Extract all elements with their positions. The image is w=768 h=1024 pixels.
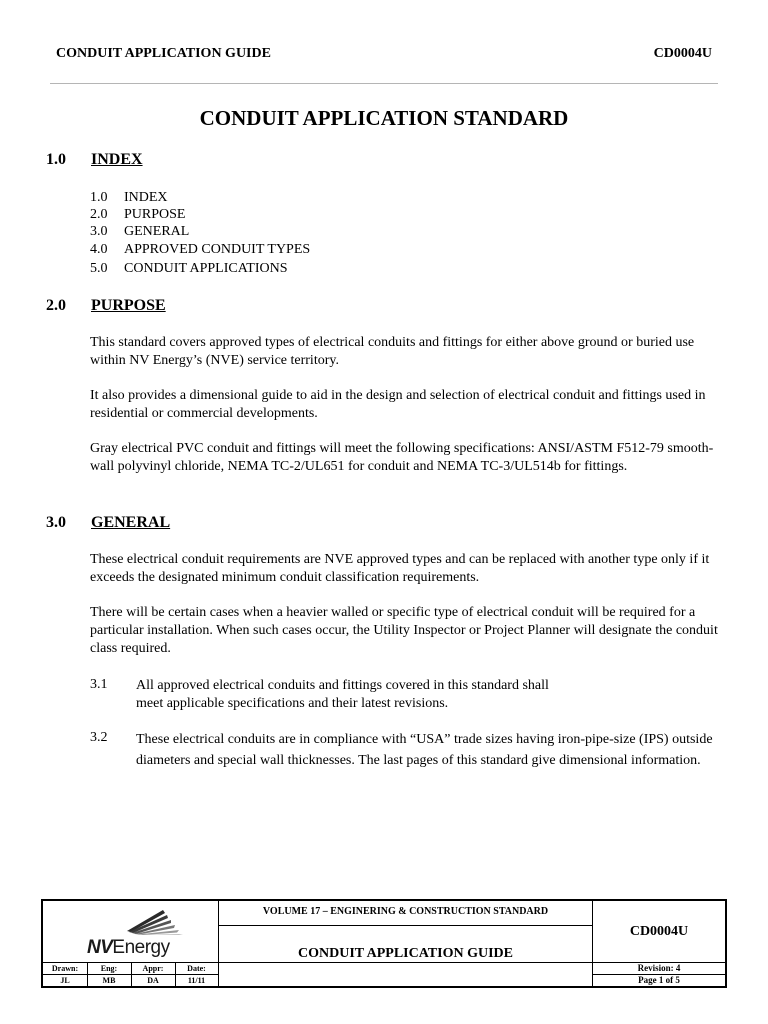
index-item-label: CONDUIT APPLICATIONS <box>124 261 288 276</box>
index-item-label: GENERAL <box>124 224 190 239</box>
header-doc-title: CONDUIT APPLICATION GUIDE <box>56 46 271 61</box>
logo-text-rest: Energy <box>112 937 170 958</box>
index-item-label: PURPOSE <box>124 207 186 222</box>
subsection-text <box>136 677 736 713</box>
section-index-title: INDEX <box>91 151 143 168</box>
eng-value: MB <box>102 976 116 985</box>
subsection-text-line: All approved electrical conduits and fittings covered in this standard shall <box>136 678 549 693</box>
purpose-paragraph: This standard covers approved types of electrical conduits and fittings for either above ground or buried use within NV Energy’s (NVE) service territory. <box>90 335 695 368</box>
general-paragraph: There will be certain cases when a heavier walled or specific type of electrical conduit will be required for a particular installation. When such cases occur, the Utility Inspector or Project Planner will designate the conduit class required. <box>90 605 718 656</box>
revision-label: Revision: 4 <box>637 963 681 973</box>
section-general-number: 3.0 <box>46 514 66 531</box>
logo-text-bold: NV <box>87 937 113 958</box>
subsection-number: 3.2 <box>90 730 108 745</box>
logo-wordmark <box>87 937 170 959</box>
subsection-text-line: meet applicable specifications and their latest revisions. <box>136 696 449 711</box>
header-divider <box>50 83 718 84</box>
guide-title: CONDUIT APPLICATION GUIDE <box>298 946 513 961</box>
date-value: 11/11 <box>187 976 206 985</box>
index-item-label: APPROVED CONDUIT TYPES <box>124 242 311 257</box>
index-item-label: INDEX <box>124 190 168 205</box>
index-item-number: 3.0 <box>90 224 108 239</box>
purpose-paragraph: It also provides a dimensional guide to aid in the design and selection of electrical conduit and fittings used in residential or commercial developments. <box>90 388 706 421</box>
subsection-text: These electrical conduits are in compliance with “USA” trade sizes having iron-pipe-size (IPS) outside diameters and special wall thicknesses. The last pages of this standard give dimensional information. <box>136 732 713 768</box>
drawn-label: Drawn: <box>51 964 79 973</box>
footer-doc-number: CD0004U <box>629 924 689 939</box>
volume-label: VOLUME 17 – ENGINERING & CONSTRUCTION STANDARD <box>262 906 549 917</box>
header-doc-number: CD0004U <box>653 46 712 61</box>
page-number: Page 1 of 5 <box>638 975 680 985</box>
section-general-title: GENERAL <box>91 514 171 531</box>
page-title: CONDUIT APPLICATION STANDARD <box>199 106 569 130</box>
appr-label: Appr: <box>142 964 164 973</box>
index-item <box>90 189 168 207</box>
index-item <box>90 260 287 278</box>
drawn-value: JL <box>60 976 70 985</box>
appr-value: DA <box>147 976 159 985</box>
section-purpose-number: 2.0 <box>46 297 66 314</box>
section-purpose-title: PURPOSE <box>91 297 166 314</box>
title-block <box>41 899 727 988</box>
purpose-paragraph: Gray electrical PVC conduit and fittings will meet the following specifications: ANSI/ASTM F512-79 smooth-wall polyvinyl chloride, NEMA TC-2/UL651 for conduit and NEMA TC-3/UL514b for fittings. <box>90 441 714 474</box>
subsection-number: 3.1 <box>90 677 108 692</box>
index-item <box>90 206 185 224</box>
eng-label: Eng: <box>100 964 118 973</box>
index-item <box>90 223 189 241</box>
section-index-number: 1.0 <box>46 151 66 168</box>
index-item-number: 4.0 <box>90 242 108 257</box>
index-item-number: 5.0 <box>90 261 108 276</box>
index-item-number: 1.0 <box>90 190 108 205</box>
nv-energy-logo-icon <box>105 903 187 935</box>
general-paragraph: These electrical conduit requirements are NVE approved types and can be replaced with another type only if it exceeds the designated minimum conduit classification requirements. <box>90 552 710 585</box>
index-item <box>90 241 310 259</box>
index-item-number: 2.0 <box>90 207 108 222</box>
date-label: Date: <box>187 964 206 973</box>
